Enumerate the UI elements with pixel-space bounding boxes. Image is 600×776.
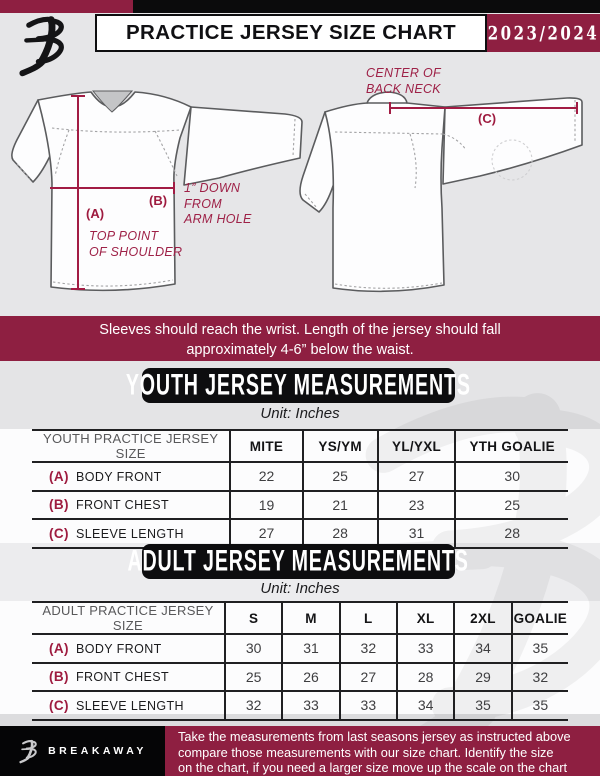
adult-size-table <box>32 601 568 721</box>
table-row <box>32 634 568 663</box>
measurement-label-cell <box>32 634 225 663</box>
measurement-value-cell: 19 <box>230 491 302 520</box>
brand-name: BREAKAWAY <box>48 745 147 757</box>
measurement-value-cell: 25 <box>303 462 378 491</box>
top-strip-black <box>133 0 600 13</box>
measurement-value-cell: 27 <box>230 519 302 548</box>
youth-section-title <box>126 368 471 403</box>
youth-size-table <box>32 429 568 549</box>
measurement-value-cell: 30 <box>225 634 282 663</box>
fit-note-line1: Sleeves should reach the wrist. Length of the jersey should fall <box>99 322 501 338</box>
size-column-header: M <box>282 602 339 634</box>
measurement-label-cell <box>32 491 230 520</box>
measurement-label-cell <box>32 691 225 720</box>
measurement-value-cell: 31 <box>282 634 339 663</box>
measurement-value-cell: 21 <box>303 491 378 520</box>
fit-note-line2: approximately 4-6” below the waist. <box>186 342 414 358</box>
measurement-value-cell: 33 <box>397 634 454 663</box>
footer-brand-box <box>0 726 165 776</box>
footer <box>0 726 600 776</box>
table-row <box>32 491 568 520</box>
measurement-value-cell: 34 <box>454 634 511 663</box>
measurement-letter: (B) <box>49 497 69 513</box>
measurement-value-cell: 29 <box>454 663 511 692</box>
adult-section-title <box>127 544 470 579</box>
label-b: (B) <box>149 193 168 208</box>
measurement-value-cell: 35 <box>454 691 511 720</box>
label-a-note: TOP POINT OF SHOULDER <box>89 229 183 259</box>
measurement-value-cell: 32 <box>512 663 568 692</box>
size-label-header: ADULT PRACTICE JERSEY SIZE <box>42 603 214 633</box>
measurement-value-cell: 22 <box>230 462 302 491</box>
title-box <box>95 14 487 52</box>
size-column-header: MITE <box>230 430 302 462</box>
table-header-row <box>32 602 568 634</box>
youth-title-text: YOUTH JERSEY MEASUREMENTS <box>126 368 471 402</box>
size-column-header: YS/YM <box>303 430 378 462</box>
measurement-value-cell: 35 <box>512 634 568 663</box>
measurement-label-cell <box>32 663 225 692</box>
measurement-value-cell: 25 <box>455 491 568 520</box>
measurement-value-cell: 27 <box>378 462 456 491</box>
size-column-header: 2XL <box>454 602 511 634</box>
measurement-value-cell: 30 <box>455 462 568 491</box>
measurement-value-cell: 28 <box>303 519 378 548</box>
measurement-value-cell: 28 <box>455 519 568 548</box>
measurement-value-cell: 32 <box>225 691 282 720</box>
measurement-value-cell: 23 <box>378 491 456 520</box>
footer-note-line2: compare those measurements with our size chart. Identify the size <box>178 744 554 760</box>
adult-unit-label: Unit: Inches <box>260 580 340 597</box>
season-text: 2023/2024 <box>487 21 600 45</box>
measurement-letter: (A) <box>49 468 69 484</box>
measurement-value-cell: 31 <box>378 519 456 548</box>
measurement-name: BODY FRONT <box>75 641 162 656</box>
measurement-value-cell: 27 <box>340 663 397 692</box>
measurement-value-cell: 33 <box>282 691 339 720</box>
size-column-header: L <box>340 602 397 634</box>
measurement-value-cell: 28 <box>397 663 454 692</box>
measurement-value-cell: 26 <box>282 663 339 692</box>
size-column-header: GOALIE <box>512 602 568 634</box>
season-badge <box>487 14 600 52</box>
measurement-name: FRONT CHEST <box>75 498 170 513</box>
measurement-name: BODY FRONT <box>75 469 162 484</box>
table-row <box>32 663 568 692</box>
footer-brand-logo-icon <box>18 739 40 764</box>
measurement-value-cell: 25 <box>225 663 282 692</box>
size-label-header: YOUTH PRACTICE JERSEY SIZE <box>42 431 219 461</box>
label-c: (C) <box>478 111 497 126</box>
measurement-name: SLEEVE LENGTH <box>75 526 184 541</box>
page-title: PRACTICE JERSEY SIZE CHART <box>125 21 457 44</box>
adult-table-wrap <box>32 601 568 721</box>
measurement-name: SLEEVE LENGTH <box>75 698 184 713</box>
footer-note-line1: Take the measurements from last seasons jersey as instructed above <box>178 729 571 744</box>
back-jersey-diagram <box>295 88 595 303</box>
footer-note-line3: on the chart, if you need a larger size move up the scale on the chart <box>178 760 568 776</box>
measurement-value-cell: 33 <box>340 691 397 720</box>
size-column-header: XL <box>397 602 454 634</box>
label-b-note: 1” DOWN FROM ARM HOLE <box>184 181 252 226</box>
adult-title-text: ADULT JERSEY MEASUREMENTS <box>127 544 470 578</box>
youth-table-wrap <box>32 429 568 549</box>
measurement-letter: (C) <box>49 697 69 713</box>
table-row <box>32 691 568 720</box>
table-row <box>32 462 568 491</box>
top-strip <box>0 0 600 13</box>
measurement-value-cell: 32 <box>340 634 397 663</box>
size-column-header: S <box>225 602 282 634</box>
measurement-value-cell: 34 <box>397 691 454 720</box>
measurement-name: FRONT CHEST <box>75 670 170 685</box>
measurement-value-cell: 35 <box>512 691 568 720</box>
top-strip-maroon <box>0 0 133 13</box>
size-column-header: YTH GOALIE <box>455 430 568 462</box>
fit-note-banner <box>0 316 600 361</box>
brand-logo-icon <box>14 14 74 78</box>
table-header-row <box>32 430 568 462</box>
measurement-label-cell <box>32 462 230 491</box>
youth-unit-label: Unit: Inches <box>260 405 340 422</box>
measurement-letter: (C) <box>49 525 69 541</box>
label-a: (A) <box>86 206 105 221</box>
measurement-letter: (A) <box>49 640 69 656</box>
measurement-letter: (B) <box>49 669 69 685</box>
footer-note <box>165 726 600 776</box>
size-column-header: YL/YXL <box>378 430 456 462</box>
back-neck-note: CENTER OF BACK NECK <box>366 66 441 96</box>
title-bar <box>95 14 600 52</box>
